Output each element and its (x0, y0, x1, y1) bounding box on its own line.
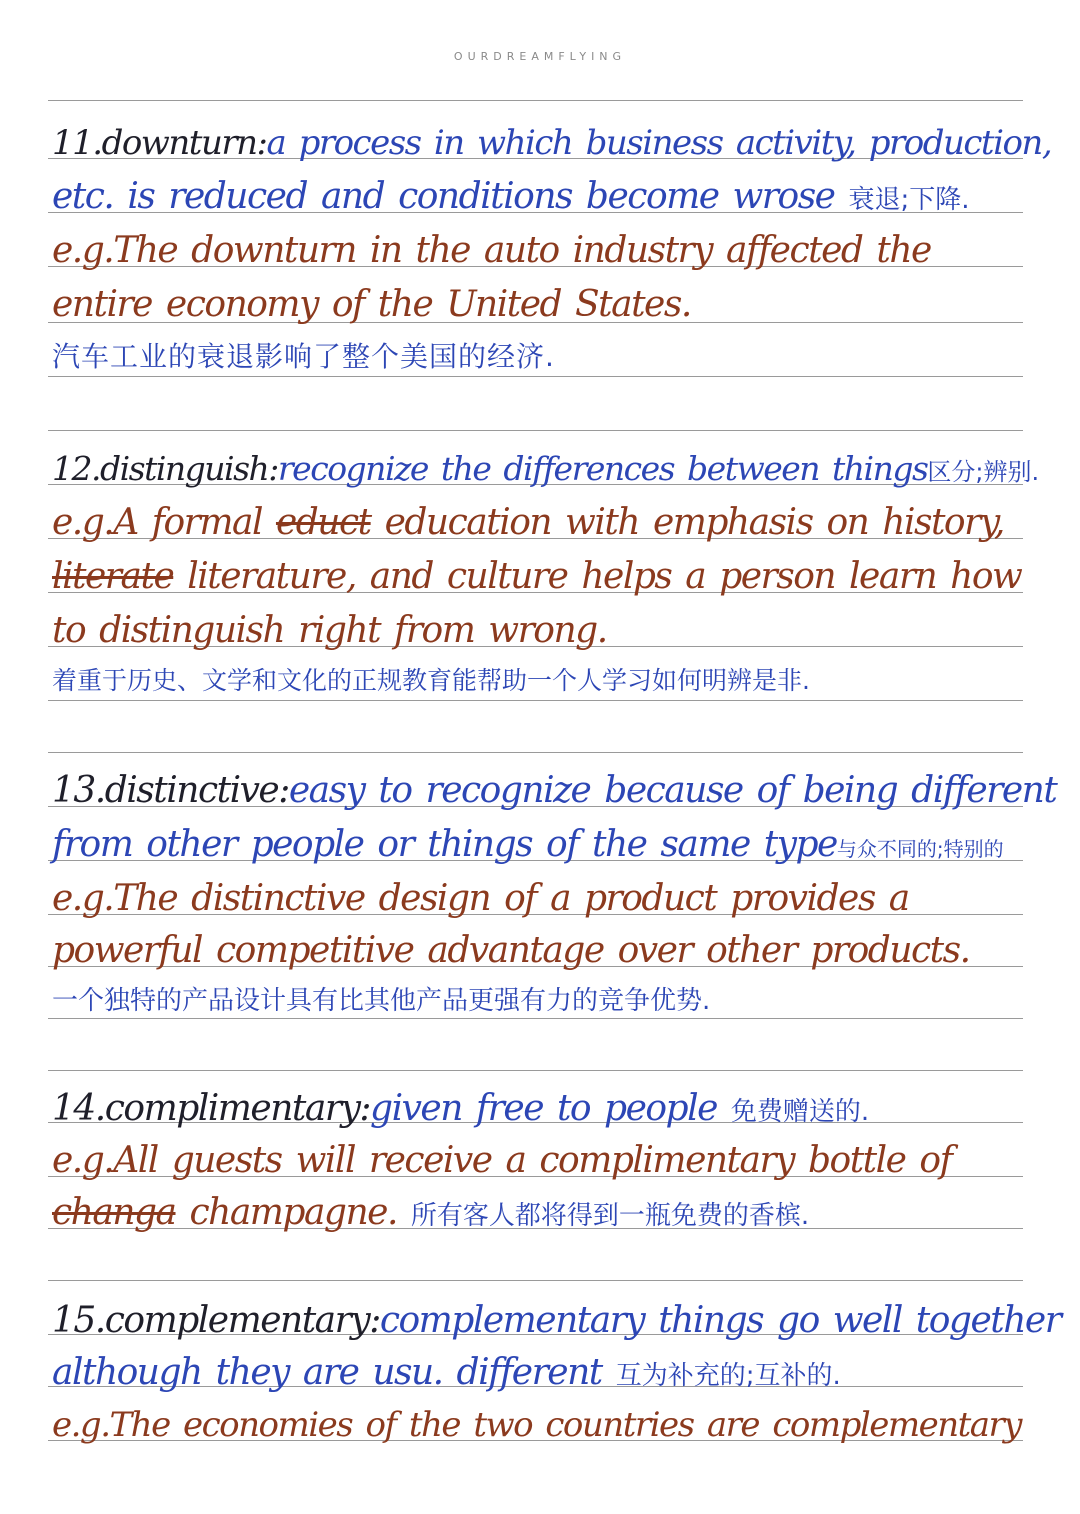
entry-definition: a process in which business activity, production, (266, 123, 1052, 163)
brand-watermark: OURDREAMFLYING (453, 50, 627, 63)
crossed-out-word: educt (275, 502, 371, 543)
example-sentence: champagne. (189, 1192, 397, 1233)
example-sentence: to distinguish right from wrong. (52, 610, 607, 651)
entry-word: 15.complementary: (52, 1300, 380, 1341)
definition-chinese: 区分;辨别. (927, 458, 1040, 486)
entry-13-translation: 一个独特的产品设计具有比其他产品更强有力的竞争优势. (52, 986, 711, 1016)
entry-definition: recognize the differences between things (277, 449, 928, 488)
entry-12-line-3 (52, 552, 1062, 602)
entry-word: 14.complimentary: (52, 1088, 371, 1129)
entry-15-line-3 (52, 1400, 1062, 1450)
entry-definition: complementary things go well together (379, 1300, 1061, 1341)
crossed-out-word: literate (52, 556, 174, 597)
entry-definition: from other people or things of the same type (52, 824, 837, 865)
example-chinese: 所有客人都将得到一瓶免费的香槟. (410, 1201, 810, 1231)
definition-chinese: 与众不同的;特别的 (836, 837, 1004, 861)
entry-11-line-4 (52, 280, 1062, 330)
ruled-line (48, 752, 1023, 753)
example-sentence: e.g.The distinctive design of a product provides a (52, 878, 909, 919)
ruled-line (48, 1280, 1023, 1281)
entry-word: 12.distinguish: (52, 449, 278, 488)
ruled-line (48, 430, 1023, 431)
entry-13-line-1 (52, 766, 1062, 816)
entry-word: 13.distinctive: (52, 770, 289, 811)
entry-14-line-2 (52, 1136, 1062, 1186)
entry-definition: etc. is reduced and conditions become wrose (52, 176, 835, 217)
example-sentence: powerful competitive advantage over other products. (52, 930, 970, 971)
definition-chinese: 互为补充的;互补的. (615, 1361, 841, 1391)
entry-word: 11.downturn: (52, 123, 267, 163)
entry-12-translation: 着重于历史、文学和文化的正规教育能帮助一个人学习如何明辨是非. (52, 666, 810, 695)
entry-12-line-1 (52, 444, 1062, 494)
entry-15-line-1 (52, 1296, 1062, 1346)
entry-11-line-1 (52, 118, 1062, 168)
example-sentence: entire economy of the United States. (52, 284, 691, 325)
definition-chinese: 免费赠送的. (730, 1097, 870, 1127)
entry-definition: given free to people (370, 1088, 717, 1129)
entry-12-line-4 (52, 606, 1062, 656)
entry-11-translation: 汽车工业的衰退影响了整个美国的经济. (52, 340, 555, 373)
example-sentence: literature, and culture helps a person learn how (187, 556, 1022, 597)
example-sentence: e.g.A formal (52, 502, 262, 543)
entry-11-line-3 (52, 226, 1062, 276)
entry-14-line-3 (52, 1188, 1062, 1238)
entry-13-line-2 (52, 820, 1062, 870)
example-sentence: education with emphasis on history, (384, 502, 1004, 543)
ruled-line (48, 100, 1023, 101)
entry-definition: easy to recognize because of being different (288, 770, 1057, 811)
example-sentence: e.g.The downturn in the auto industry affected the (52, 230, 931, 271)
entry-14-line-1 (52, 1084, 1062, 1134)
entry-11-line-2 (52, 172, 1062, 222)
example-sentence: e.g.The economies of the two countries are complementary (52, 1405, 1021, 1445)
entry-13-line-4 (52, 926, 1062, 976)
entry-13-line-3 (52, 874, 1062, 924)
example-sentence: e.g.All guests will receive a complimentary bottle of (52, 1140, 952, 1181)
definition-chinese: 衰退;下降. (848, 185, 970, 215)
entry-definition: although they are usu. different (52, 1352, 602, 1393)
crossed-out-word: changa (52, 1192, 176, 1233)
entry-12-line-2 (52, 498, 1062, 548)
ruled-line (48, 1070, 1023, 1071)
entry-15-line-2 (52, 1348, 1062, 1398)
